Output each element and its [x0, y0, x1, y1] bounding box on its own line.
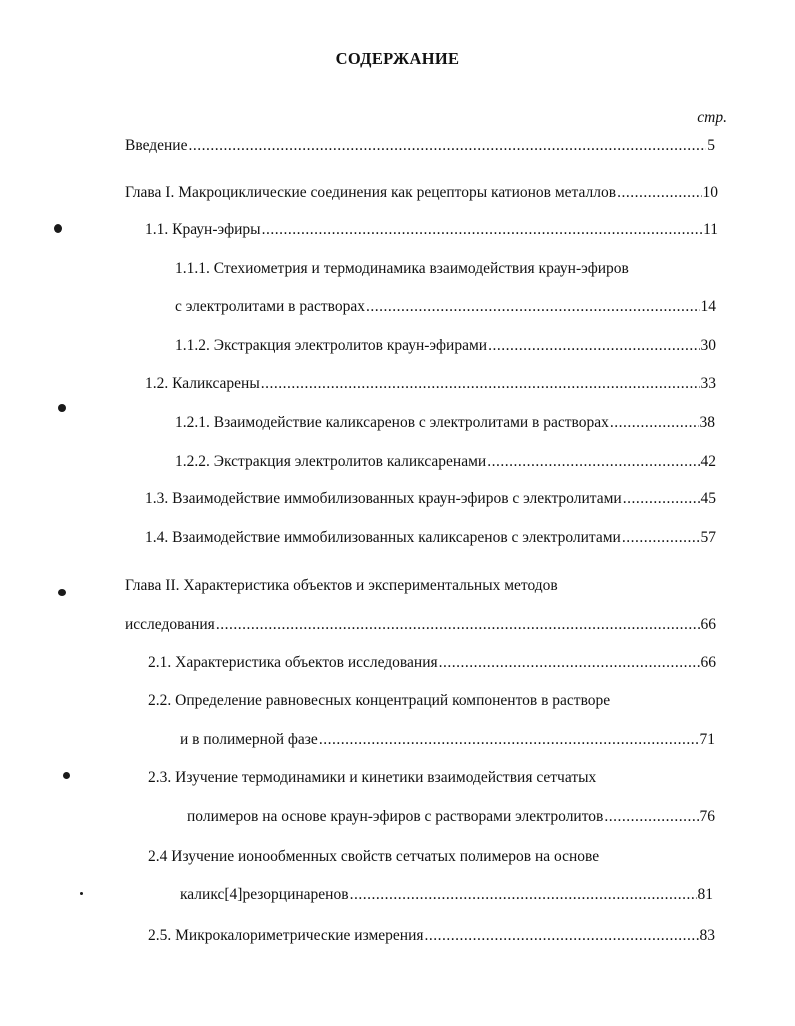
leader-dots — [262, 220, 702, 240]
toc-entry-text: Глава II. Характеристика объектов и экспериментальных методов — [125, 577, 558, 594]
toc-entry-text: Введение — [125, 137, 188, 154]
toc-entry-text: 1.1. Краун-эфиры — [145, 221, 261, 238]
toc-entry-page: 33 — [700, 375, 716, 392]
toc-entry-text: 1.3. Взаимодействие иммобилизованных краун-эфиров с электролитами — [145, 490, 622, 507]
toc-entry-text: 1.4. Взаимодействие иммобилизованных каликсаренов с электролитами — [145, 529, 621, 546]
toc-entry-text: 2.2. Определение равновесных концентраций компонентов в растворе — [148, 692, 611, 709]
toc-entry-page: 83 — [699, 927, 715, 944]
toc-entry — [125, 136, 715, 156]
toc-entry — [187, 807, 715, 827]
leader-dots — [617, 183, 701, 203]
leader-dots — [188, 136, 706, 156]
toc-entry — [175, 297, 716, 317]
toc-entry-page: 57 — [700, 529, 716, 546]
toc-entry-page: 10 — [702, 184, 718, 201]
toc-entry-text: 2.5. Микрокалориметрические измерения — [148, 927, 424, 944]
scan-speck — [80, 892, 83, 895]
toc-entry-page: 81 — [697, 886, 713, 903]
page-title: СОДЕРЖАНИЕ — [335, 49, 460, 68]
toc-entry — [180, 730, 715, 750]
leader-dots — [604, 807, 698, 827]
leader-dots — [425, 926, 699, 946]
leader-dots — [261, 374, 700, 394]
leader-dots — [488, 336, 699, 356]
toc-entry — [175, 413, 715, 433]
leader-dots — [622, 528, 700, 548]
toc-entry-text: 1.1.2. Экстракция электролитов краун-эфирами — [175, 337, 488, 354]
toc-entry-text: 2.4 Изучение ионообменных свойств сетчатых полимеров на основе — [148, 848, 600, 865]
toc-entry-text: с электролитами в растворах — [175, 298, 365, 315]
leader-dots — [439, 653, 700, 673]
leader-dots — [350, 885, 697, 905]
leader-dots — [319, 730, 699, 750]
toc-entry — [145, 220, 718, 240]
toc-entry-text: 1.2. Каликсарены — [145, 375, 260, 392]
scan-speck — [58, 404, 66, 412]
toc-entry — [175, 336, 716, 356]
toc-entry-text: Глава I. Макроциклические соединения как рецепторы катионов металлов — [125, 184, 617, 201]
toc-entry-page: 42 — [700, 453, 716, 470]
toc-entry-text: 2.3. Изучение термодинамики и кинетики взаимодействия сетчатых — [148, 769, 597, 786]
toc-entry-page: 66 — [700, 654, 716, 671]
toc-entry-page: 66 — [700, 616, 716, 633]
toc-entry — [148, 653, 716, 673]
toc-entry — [148, 926, 715, 946]
toc-entry-text: каликс[4]резорцинаренов — [180, 886, 349, 903]
toc-entry-text: и в полимерной фазе — [180, 731, 318, 748]
toc-entry-page: 5 — [707, 137, 715, 154]
toc-entry-text: исследования — [125, 616, 215, 633]
leader-dots — [366, 297, 700, 317]
toc-entry-text: 1.1.1. Стехиометрия и термодинамика взаимодействия краун-эфиров — [175, 260, 629, 277]
scan-speck — [63, 772, 70, 779]
toc-entry-page: 38 — [699, 414, 715, 431]
toc-entry — [180, 885, 713, 905]
leader-dots — [623, 489, 700, 509]
toc-entry-page: 30 — [700, 337, 716, 354]
leader-dots — [610, 413, 699, 433]
toc-entry — [175, 452, 716, 472]
page-column-header: стр. — [697, 109, 727, 126]
toc-entry — [125, 183, 718, 203]
toc-entry-page: 11 — [703, 221, 718, 238]
toc-entry-page: 14 — [700, 298, 716, 315]
toc-entry-text: полимеров на основе краун-эфиров с растворами электролитов — [187, 808, 604, 825]
leader-dots — [216, 615, 700, 635]
toc-entry-page: 45 — [700, 490, 716, 507]
toc-entry-text: 2.1. Характеристика объектов исследования — [148, 654, 438, 671]
toc-entry — [145, 528, 716, 548]
toc-entry-page: 76 — [699, 808, 715, 825]
scan-speck — [58, 589, 66, 596]
leader-dots — [487, 452, 699, 472]
toc-entry — [145, 374, 716, 394]
toc-entry-text: 1.2.2. Экстракция электролитов каликсаренами — [175, 453, 487, 470]
toc-entry-text: 1.2.1. Взаимодействие каликсаренов с электролитами в растворах — [175, 414, 609, 431]
toc-entry — [125, 615, 716, 635]
toc-entry-page: 71 — [699, 731, 715, 748]
scan-speck — [54, 224, 62, 233]
toc-entry — [145, 489, 716, 509]
